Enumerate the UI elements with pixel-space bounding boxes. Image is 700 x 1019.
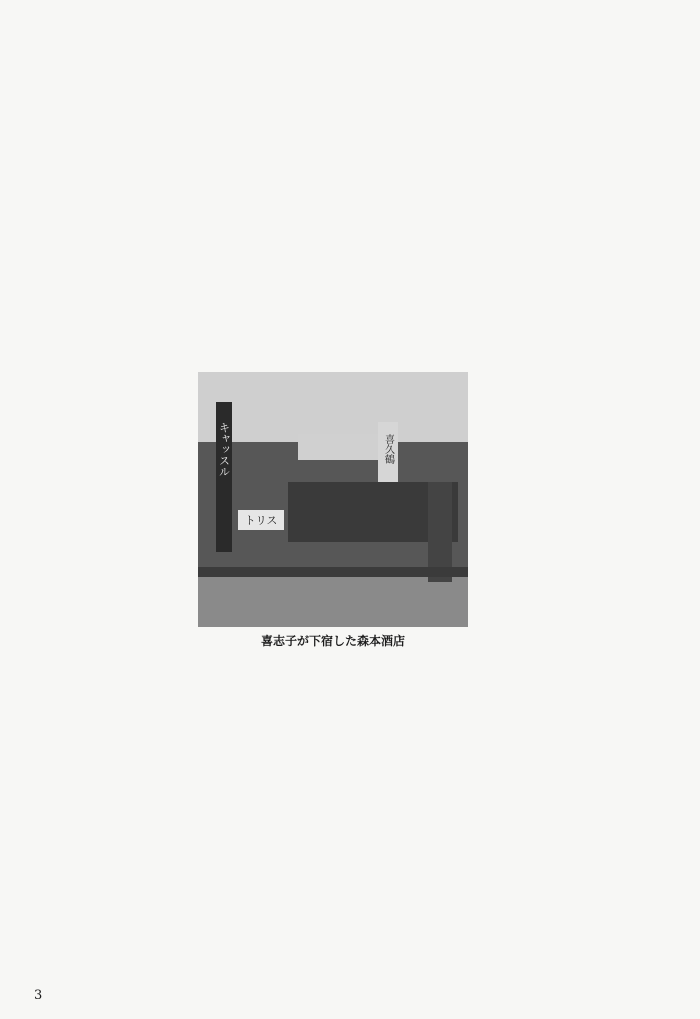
sign-kikutsuru: 喜久鶴 — [382, 434, 394, 464]
sign-torys: トリス — [244, 514, 278, 527]
body-text-top — [40, 26, 660, 358]
sign-castle: キャッスル — [217, 422, 231, 477]
historical-photo — [198, 372, 468, 627]
body-text-middle-left — [40, 370, 210, 653]
photo-caption: 喜志子が下宿した森本酒店 — [260, 634, 405, 648]
page-number: 3 — [34, 988, 43, 1003]
body-text-bottom — [40, 664, 660, 990]
body-text-middle-right — [468, 370, 660, 653]
